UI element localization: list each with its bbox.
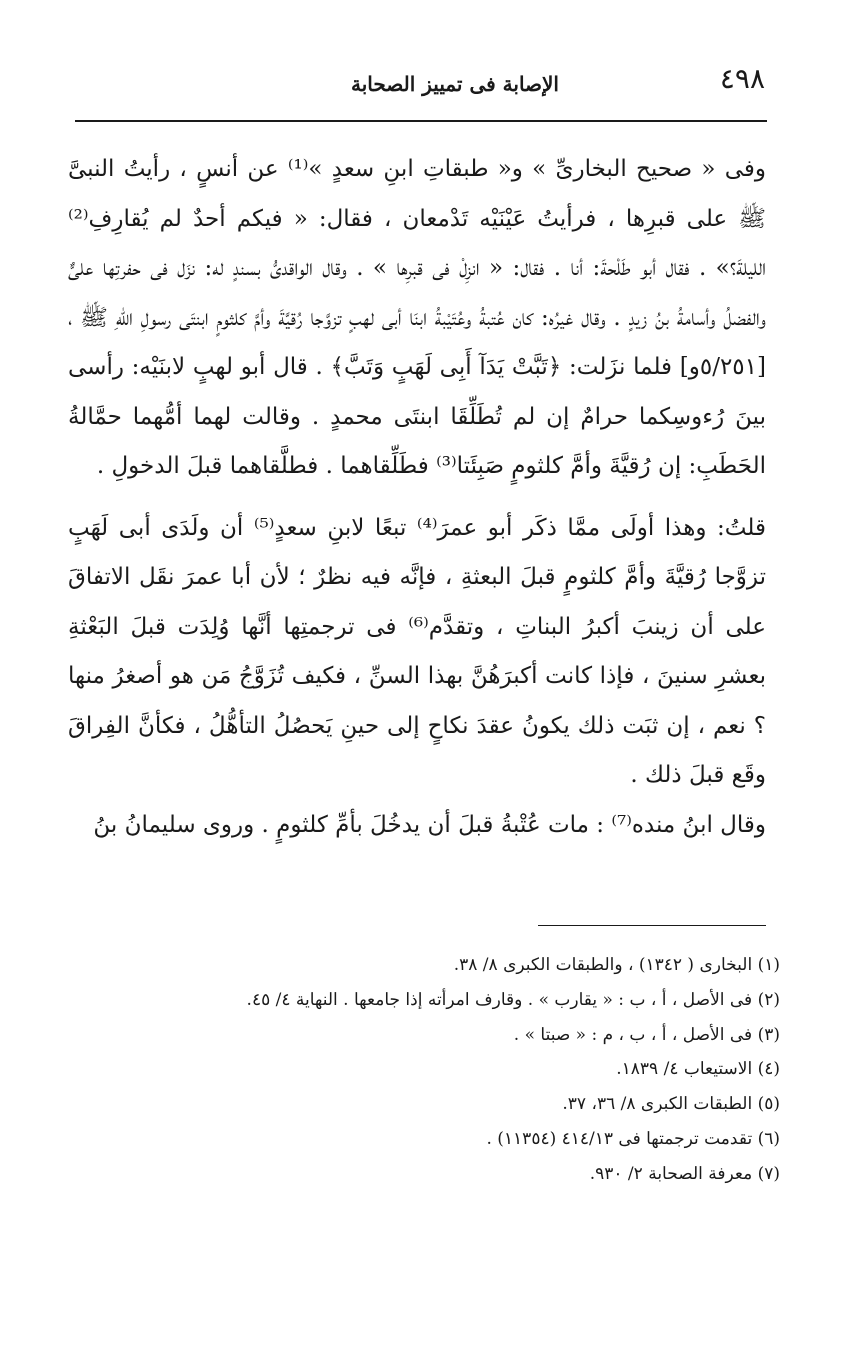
footnote-divider <box>538 925 766 926</box>
footnote-7: (٧) معرفة الصحابة ٢/ ٩٣٠. <box>589 1163 780 1184</box>
running-title: الإصابة فى تمييز الصحابة <box>351 72 559 96</box>
paragraph-3: وقال ابنُ منده⁽⁷⁾ : مات عُتْبةُ قبلَ أن يدخُلَ بأمِّ كلثومٍ . وروى سليمانُ بنُ <box>93 811 766 838</box>
paragraph-1: وفى « صحيح البخارىِّ » و« طبقاتِ ابنِ سعدٍ »⁽¹⁾ عن أنسٍ ، رأيتُ النبىَّ ﷺ على قبرِها ، فرأيتُ عَيْنَيْه تَدْمعان ، فقال: « فيكم أحدٌ لم يُقارِفِ⁽²⁾ الليلةَ؟» . فقال أبو طَلْحةَ: أنا . فقال: « انزِلْ فى قبرِها » . وقال الواقدىُّ بسندٍ له: نزَل فى حفرتِها علىٌّ والفضلُ وأسامةُ بنُ زيدٍ . وقال غيرُه: كان عُتبةُ وعُتَيْبةُ ابنَا أبى لهبٍ تزوَّجا رُقيَّةَ وأمَّ كلثومٍ ابنتَى رسولِ اللهِ ﷺ ، [٥/٢٥١و] فلما نزَلت: ﴿تَبَّتْ يَدَآ أَبِى لَهَبٍ وَتَبَّ﴾ . قال أبو لهبٍ لابنَيْه: رأسى بينَ رُءوسِكما حرامٌ إن لم تُطَلِّقَا ابنتَى محمدٍ . وقالت لهما أمُّهما حمَّالةُ الحَطَبِ: إن رُقيَّةَ وأمَّ كلثومٍ صَبِئَتا⁽³⁾ فطَلِّقاهما . فطلَّقاهما قبلَ الدخولِ . <box>68 156 766 479</box>
footnote-1: (١) البخارى ( ١٣٤٢) ، والطبقات الكبرى ٨/ ٣٨. <box>453 955 780 975</box>
header-divider <box>75 120 767 122</box>
footnote-3: (٣) فى الأصل ، أ ، ب ، م : « صبتا » . <box>513 1024 780 1045</box>
footnote-5: (٥) الطبقات الكبرى ٨/ ٣٦، ٣٧. <box>562 1094 780 1115</box>
page-number: ٤٩٨ <box>719 62 765 95</box>
page-header <box>75 58 765 118</box>
footnotes <box>200 948 780 1192</box>
paragraph-2: قلتُ: وهذا أولَى ممَّا ذكَر أبو عمرَ⁽⁴⁾ تبعًا لابنِ سعدٍ⁽⁵⁾ أن ولَدَى أبى لَهَبٍ تزوَّجا رُقيَّةَ وأمَّ كلثومٍ قبلَ البعثةِ ، فإنَّه فيه نظرٌ ؛ لأن أبا عمرَ نقَل الاتفاقَ على أن زينبَ أكبرُ البناتِ ، وتقدَّم⁽⁶⁾ فى ترجمتِها أنَّها وُلِدَت قبلَ البَعْثةِ بعشرِ سنينَ ، فإذا كانت أكبرَهُنَّ بهذا السنِّ ، فكيف تُزَوَّجُ مَن هو أصغرُ منها ؟ نعم ، إن ثبَت ذلك يكونُ عقدَ نكاحٍ إلى حينِ يَحصُلُ التأهُّلُ ، فكأنَّ الفِراقَ وقَع قبلَ ذلك . <box>68 514 766 788</box>
footnote-6: (٦) تقدمت ترجمتها فى ٤١٤/١٣ (١١٣٥٤) . <box>486 1128 780 1149</box>
footnote-4: (٤) الاستيعاب ٤/ ١٨٣٩. <box>616 1059 780 1080</box>
footnote-2: (٢) فى الأصل ، أ ، ب : « يقارب » . وقارف امرأته إذا جامعها . النهاية ٤/ ٤٥. <box>246 989 780 1010</box>
main-text <box>68 145 766 850</box>
